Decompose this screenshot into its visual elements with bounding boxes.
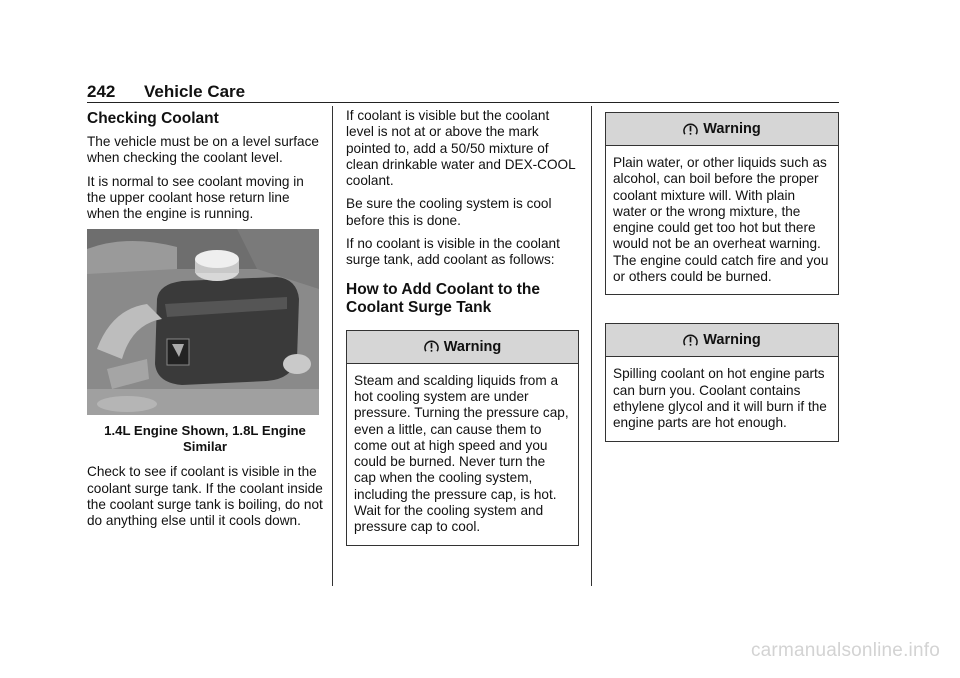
column-1	[87, 110, 323, 537]
warning-text: Spilling coolant on hot engine parts can burn you. Coolant contains ethylene glycol and it will burn if the engine parts are hot enough.	[613, 366, 827, 431]
warning-header	[606, 324, 838, 357]
coolant-moving-paragraph: It is normal to see coolant moving in the upper coolant hose return line when the engine is running.	[87, 173, 304, 222]
warning-box-spilling	[605, 323, 839, 441]
column-3	[605, 112, 839, 442]
warning-icon	[683, 333, 698, 348]
column-divider-1	[332, 106, 333, 586]
watermark: carmanualsonline.info	[750, 640, 940, 661]
page-header	[87, 82, 839, 103]
warning-title: Warning	[443, 338, 502, 355]
warning-text: Plain water, or other liquids such as alcohol, can boil before the proper coolant mixture will. With plain water or the wrong mixture, the engine could get too hot but there would not be an overheat warning. The engine could catch fire and you or others could be burned.	[613, 155, 829, 285]
no-coolant-paragraph: If no coolant is visible in the coolant surge tank, add coolant as follows:	[346, 236, 560, 268]
checking-coolant-heading: Checking Coolant	[87, 110, 219, 127]
warning-box-steam	[346, 330, 579, 546]
add-coolant-heading: How to Add Coolant to the Coolant Surge Tank	[346, 280, 540, 316]
check-coolant-paragraph: Check to see if coolant is visible in the coolant surge tank. If the coolant inside the coolant surge tank is boiling, do not do anything else until it cools down.	[87, 464, 323, 529]
column-divider-2	[591, 106, 592, 586]
warning-title: Warning	[703, 332, 761, 349]
warning-icon	[424, 339, 439, 354]
engine-coolant-tank-photo	[87, 229, 319, 415]
warning-icon	[683, 122, 698, 137]
section-title: Vehicle Care	[144, 82, 246, 101]
warning-header	[347, 331, 578, 364]
page-number: 242	[87, 82, 116, 101]
system-cool-paragraph: Be sure the cooling system is cool before this is done.	[346, 196, 552, 228]
warning-title: Warning	[703, 120, 761, 137]
warning-text: Steam and scalding liquids from a hot cooling system are under pressure. Turning the pressure cap, even a little, can cause them to come out at high speed and you could be burned. Never turn the cap when the cooling system, including the pressure cap, is hot. Wait for the cooling system and pressure cap to cool.	[354, 372, 569, 535]
column-2	[346, 108, 579, 546]
add-mixture-paragraph: If coolant is visible but the coolant level is not at or above the mark pointed to, add a 50/50 mixture of clean drinkable water and DEX-COOL coolant.	[346, 108, 576, 189]
warning-header	[606, 113, 838, 146]
photo-caption: 1.4L Engine Shown, 1.8L Engine Similar	[104, 423, 306, 455]
warning-box-plain-water	[605, 112, 839, 295]
level-surface-paragraph: The vehicle must be on a level surface when checking the coolant level.	[87, 134, 319, 166]
